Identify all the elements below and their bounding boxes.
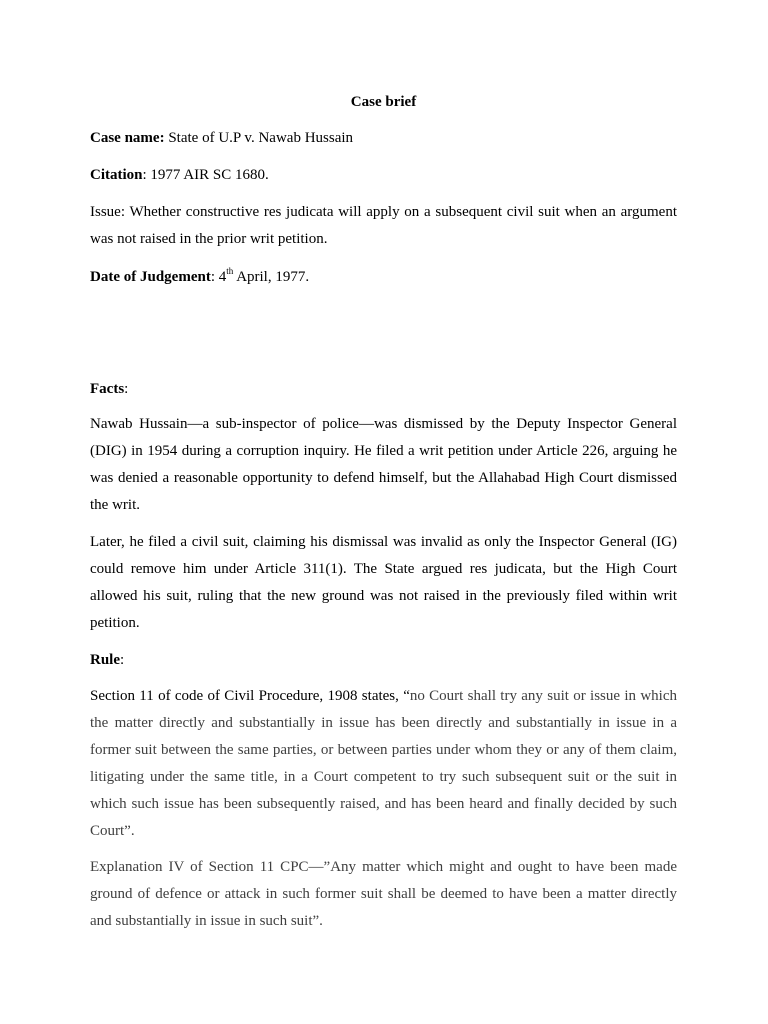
facts-colon: : xyxy=(124,381,129,397)
case-name-line xyxy=(90,128,677,148)
citation-value: : 1977 AIR SC 1680. xyxy=(142,167,269,183)
date-of-judgement-line xyxy=(90,267,677,287)
rule-label: Rule xyxy=(90,652,120,668)
date-ordinal-suffix: th xyxy=(226,266,234,276)
facts-paragraph-2: Later, he filed a civil suit, claiming his dismissal was invalid as only the Inspector General (IG) could remove him under Article 311(1). The State argued res judicata, but the High Court allowed his suit, ruling that the new ground was not raised in the previously filed within writ petition. xyxy=(90,534,677,631)
document-title: Case brief xyxy=(350,94,417,110)
explanation-iv-paragraph: Explanation IV of Section 11 CPC—”Any matter which might and ought to have been made ground of defence or attack in such former suit shall be deemed to have been a matter directly and substantially in issue in such suit”. xyxy=(90,859,677,929)
rule-heading xyxy=(90,650,677,670)
date-of-judgement-prefix: : 4 xyxy=(210,269,227,285)
rule-colon: : xyxy=(120,652,125,668)
date-of-judgement-label: Date of Judgement xyxy=(90,269,211,285)
case-name-label: Case name: xyxy=(90,130,165,146)
case-name-value: State of U.P v. Nawab Hussain xyxy=(164,130,354,146)
facts-paragraph-1: Nawab Hussain—a sub-inspector of police—was dismissed by the Deputy Inspector General (DIG) in 1954 during a corruption inquiry. He filed a writ petition under Article 226, arguing he was denied a reasonable opportunity to defend himself, but the Allahabad High Court dismissed the writ. xyxy=(90,416,677,513)
document-page xyxy=(90,0,677,1024)
section-11-paragraph xyxy=(90,683,677,845)
citation-line xyxy=(90,165,677,185)
date-of-judgement-suffix: April, 1977. xyxy=(233,269,310,285)
section-11-quote: no Court shall try any suit or issue in which the matter directly and substantially in issue has been directly and substantially in issue in a former suit between the same parties, or between parties under whom they or any of them claim, litigating under the same title, in a Court competent to try such subsequent suit or the suit in which such issue has been subsequently raised, and has been heard and finally decided by such Court”. xyxy=(90,688,677,839)
citation-label: Citation xyxy=(90,167,143,183)
facts-heading xyxy=(90,379,677,399)
facts-label: Facts xyxy=(90,381,125,397)
section-11-intro: Section 11 of code of Civil Procedure, 1908 states, “ xyxy=(90,688,410,704)
issue-paragraph: Issue: Whether constructive res judicata will apply on a subsequent civil suit when an argument was not raised in the prior writ petition. xyxy=(90,204,677,247)
